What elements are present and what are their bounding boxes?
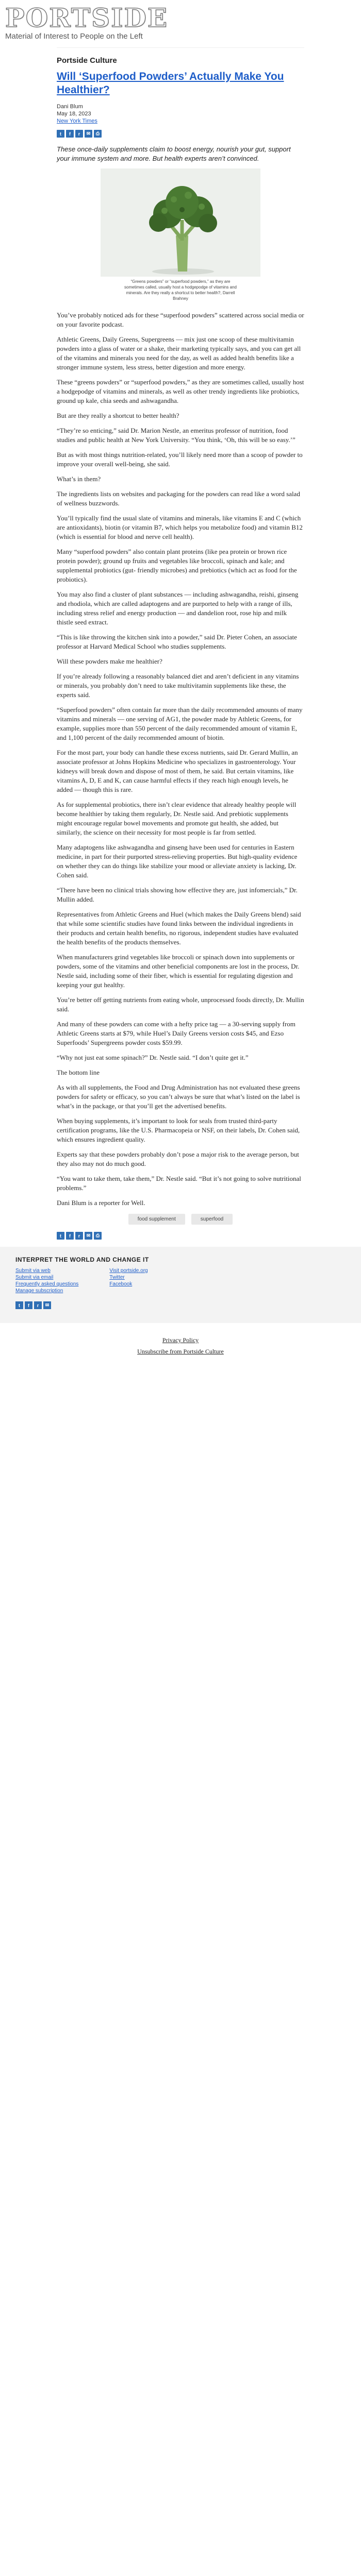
paragraph: As for supplemental probiotics, there isn’t clear evidence that already healthy people will become healthier by taking them regularly, Dr. Nestle said. And prebiotic supplements might encourage regular bowel movements and promote gut health, she added, but similarly, the science on their necessity for most people is far from settled. <box>57 801 297 836</box>
unsubscribe-link[interactable]: Unsubscribe from Portside Culture <box>137 1348 224 1355</box>
paragraph: But as with most things nutrition-related, you’ll likely need more than a scoop of powder to improve your overall well-being, she said. <box>57 451 303 468</box>
tag-superfood[interactable]: superfood <box>191 1214 233 1225</box>
footer <box>0 1247 361 1323</box>
facebook-icon[interactable]: f <box>66 1232 74 1240</box>
broccoli-photo <box>101 168 260 277</box>
byline <box>57 103 304 125</box>
paragraph: Many “superfood powders” also contain plant proteins (like pea protein or brown rice protein powder); ground up fruits and vegetables like broccoli, spinach and kale; and supplemental probiotics (gut- friendly microbes) and prebiotics (which act as food for the probiotics). <box>57 548 297 583</box>
paragraph: “There have been no clinical trials showing how effective they are, just infomercials,” Dr. Mullin added. <box>57 886 298 903</box>
twitter-icon[interactable]: t <box>15 1301 23 1309</box>
share-bar-top <box>57 130 304 138</box>
paragraph: “You want to take them, take them,” Dr. Nestle said. “But it’s not going to solve nutritional problems.” <box>57 1175 301 1192</box>
article-body <box>57 311 304 1208</box>
photo-caption: “Greens powders” or “superfood powders,” as they are sometimes called, usually host a hodgepodge of vitamins and minerals. Are they really a shortcut to better health?, Darrell Brahney <box>124 279 237 301</box>
paragraph: “This is like throwing the kitchen sink into a powder,” said Dr. Pieter Cohen, an associate professor at Harvard Medical School who studies supplements. <box>57 633 297 650</box>
reddit-icon[interactable]: r <box>75 130 83 138</box>
manage-subscription-link[interactable]: Manage subscription <box>15 1288 63 1294</box>
paragraph: You’ve probably noticed ads for these “superfood powders” scattered across social media or on your favorite podcast. <box>57 311 304 328</box>
facebook-link[interactable]: Facebook <box>109 1281 133 1287</box>
author: Dani Blum <box>57 104 83 110</box>
email-icon[interactable]: ✉ <box>85 130 92 138</box>
paragraph: “Superfood powders” often contain far more than the daily recommended amounts of many vitamins and minerals — one serving of AG1, the powder made by Athletic Greens, for example, supplies more than 550 percent of the daily recommended amount of vitamin E, and 1,100 percent of the daily recommended amount of biotin. <box>57 706 303 741</box>
paragraph: If you’re already following a reasonably balanced diet and aren’t deficient in any vitamins or minerals, you probably don’t need to take multivitamin supplements like these, the experts said. <box>57 672 299 699</box>
facebook-icon[interactable]: f <box>25 1301 32 1309</box>
paragraph: Many adaptogens like ashwagandha and ginseng have been used for centuries in Eastern medicine, in part for their purported stress-relieving properties. But high-quality evidence on whether they can do things like stabilize your mood or alleviate anxiety is lacking, Dr. Cohen said. <box>57 843 298 879</box>
paragraph: For the most part, your body can handle these excess nutrients, said Dr. Gerard Mullin, an associate professor at Johns Hopkins Medicine who specializes in gastroenterology. Your kidneys will break down and dispose of most of them, he said. But certain vitamins, like vitamins A, D, E and K, can cause harmful effects if they reach high enough levels, he added — though this is rare. <box>57 749 298 793</box>
masthead <box>0 0 361 47</box>
reddit-icon[interactable]: r <box>75 1232 83 1240</box>
footer-col-submit <box>15 1267 78 1294</box>
paragraph: These “greens powders” or “superfood powders,” as they are sometimes called, usually host a hodgepodge of vitamins and minerals, as well as other trendy ingredients like probiotics, ground up kale, chia seeds and ashwagandha. <box>57 378 304 404</box>
submit-web-link[interactable]: Submit via web <box>15 1268 51 1274</box>
email-icon[interactable]: ✉ <box>85 1232 92 1240</box>
portside-site-link[interactable]: Visit portside.org <box>109 1268 148 1274</box>
print-icon[interactable]: ⎙ <box>94 130 102 138</box>
email-icon[interactable]: ✉ <box>43 1301 51 1309</box>
subheading: The bottom line <box>57 1069 100 1076</box>
tag-list <box>57 1214 304 1225</box>
publish-date: May 18, 2023 <box>57 111 91 117</box>
paragraph: Experts say that these powders probably don’t pose a major risk to the average person, but they also may not do much good. <box>57 1150 299 1167</box>
paragraph: When buying supplements, it’s important to look for seals from trusted third-party certification programs, like the U.S. Pharmacopeia or NSF, on their labels, Dr. Cohen said, which ensures ingredient quality. <box>57 1117 300 1143</box>
footer-heading: INTERPRET THE WORLD AND CHANGE IT <box>15 1256 149 1263</box>
reddit-icon[interactable]: r <box>34 1301 42 1309</box>
article-card <box>57 47 304 1240</box>
section-label: Portside Culture <box>57 56 117 65</box>
submit-email-link[interactable]: Submit via email <box>15 1275 54 1280</box>
tag-food-supplement[interactable]: food supplement <box>128 1214 185 1225</box>
article-dek: These once-daily supplements claim to boost energy, nourish your gut, support your immune system and more. But health experts aren’t convinced. <box>57 145 291 162</box>
bottom-links <box>0 1323 361 1367</box>
portside-logo[interactable]: PORTSIDE <box>5 3 168 33</box>
twitter-link[interactable]: Twitter <box>109 1275 125 1280</box>
paragraph: You’re better off getting nutrients from eating whole, unprocessed foods directly, Dr. Mullin said. <box>57 996 304 1013</box>
paragraph: “Why not just eat some spinach?” Dr. Nestle said. “I don’t quite get it.” <box>57 1054 249 1061</box>
print-icon[interactable]: ⎙ <box>94 1232 102 1240</box>
share-bar-bottom <box>57 1232 304 1240</box>
paragraph: You’ll typically find the usual slate of vitamins and minerals, like vitamins E and C (which are antioxidants), biotin (or vitamin B7, which helps you metabolize food) and vitamin B12 (which is essential for blood and nerve cell health). <box>57 514 303 540</box>
paragraph: As with all supplements, the Food and Drug Administration has not evaluated these greens powders for safety or efficacy, so you can’t always be sure that what’s listed on the label is what’s in the package, or that you’ll get the advertised benefits. <box>57 1083 300 1110</box>
faq-link[interactable]: Frequently asked questions <box>15 1281 79 1287</box>
paragraph: The ingredients lists on websites and packaging for the powders can read like a word salad of wellness buzzwords. <box>57 490 300 507</box>
footer-col-social <box>109 1267 147 1294</box>
paragraph: “They’re so enticing,” said Dr. Marion Nestle, an emeritus professor of nutrition, food studies and public health at New York University. “You think, ‘Oh, this will be so easy.’” <box>57 427 296 444</box>
paragraph: You may also find a cluster of plant substances — including ashwagandha, reishi, ginseng and rhodiola, which are called adaptogens and are purported to help with a range of ills, including stress relief and energy production — and dandelion root, rose hip and milk thistle seed extract. <box>57 590 299 626</box>
author-bio: Dani Blum is a reporter for Well. <box>57 1199 145 1207</box>
masthead-tagline: Material of Interest to People on the Left <box>5 32 143 41</box>
paragraph: Representatives from Athletic Greens and Huel (which makes the Daily Greens blend) said that while some scientific studies have found links between the individual ingredients in their products and certain health benefits, no rigorous, independent studies have evaluated the health benefits of the products themselves. <box>57 910 301 946</box>
footer-links <box>15 1267 346 1294</box>
article-title[interactable]: Will ‘Superfood Powders’ Actually Make You Healthier? <box>57 71 284 96</box>
twitter-icon[interactable]: t <box>57 130 64 138</box>
footer-share-bar <box>15 1301 346 1309</box>
paragraph: When manufacturers grind vegetables like broccoli or spinach down into supplements or powders, some of the vitamins and other beneficial components are lost in the process, Dr. Nestle said, including some of their fiber, which is essential for regulating digestion and keeping your gut healthy. <box>57 953 300 989</box>
facebook-icon[interactable]: f <box>66 130 74 138</box>
source-link[interactable]: New York Times <box>57 118 97 124</box>
paragraph: But are they really a shortcut to better health? <box>57 412 179 419</box>
paragraph: And many of these powders can come with a hefty price tag — a 30-serving supply from Athletic Greens starts at $79, while Huel’s Daily Greens version costs $45, and Ezso Superfoods’ Supergreens powder costs $59.99. <box>57 1020 296 1046</box>
subheading: What’s in them? <box>57 475 101 483</box>
subheading: Will these powders make me healthier? <box>57 657 162 665</box>
paragraph: Athletic Greens, Daily Greens, Supergreens — mix just one scoop of these multivitamin powders into a glass of water or a shake, their marketing typically says, and you can get all of the vitamins and minerals you need for the day, as well as added health benefits like a stronger immune system, less stress, better digestion and more energy. <box>57 335 301 371</box>
privacy-policy-link[interactable]: Privacy Policy <box>162 1336 199 1344</box>
twitter-icon[interactable]: t <box>57 1232 64 1240</box>
